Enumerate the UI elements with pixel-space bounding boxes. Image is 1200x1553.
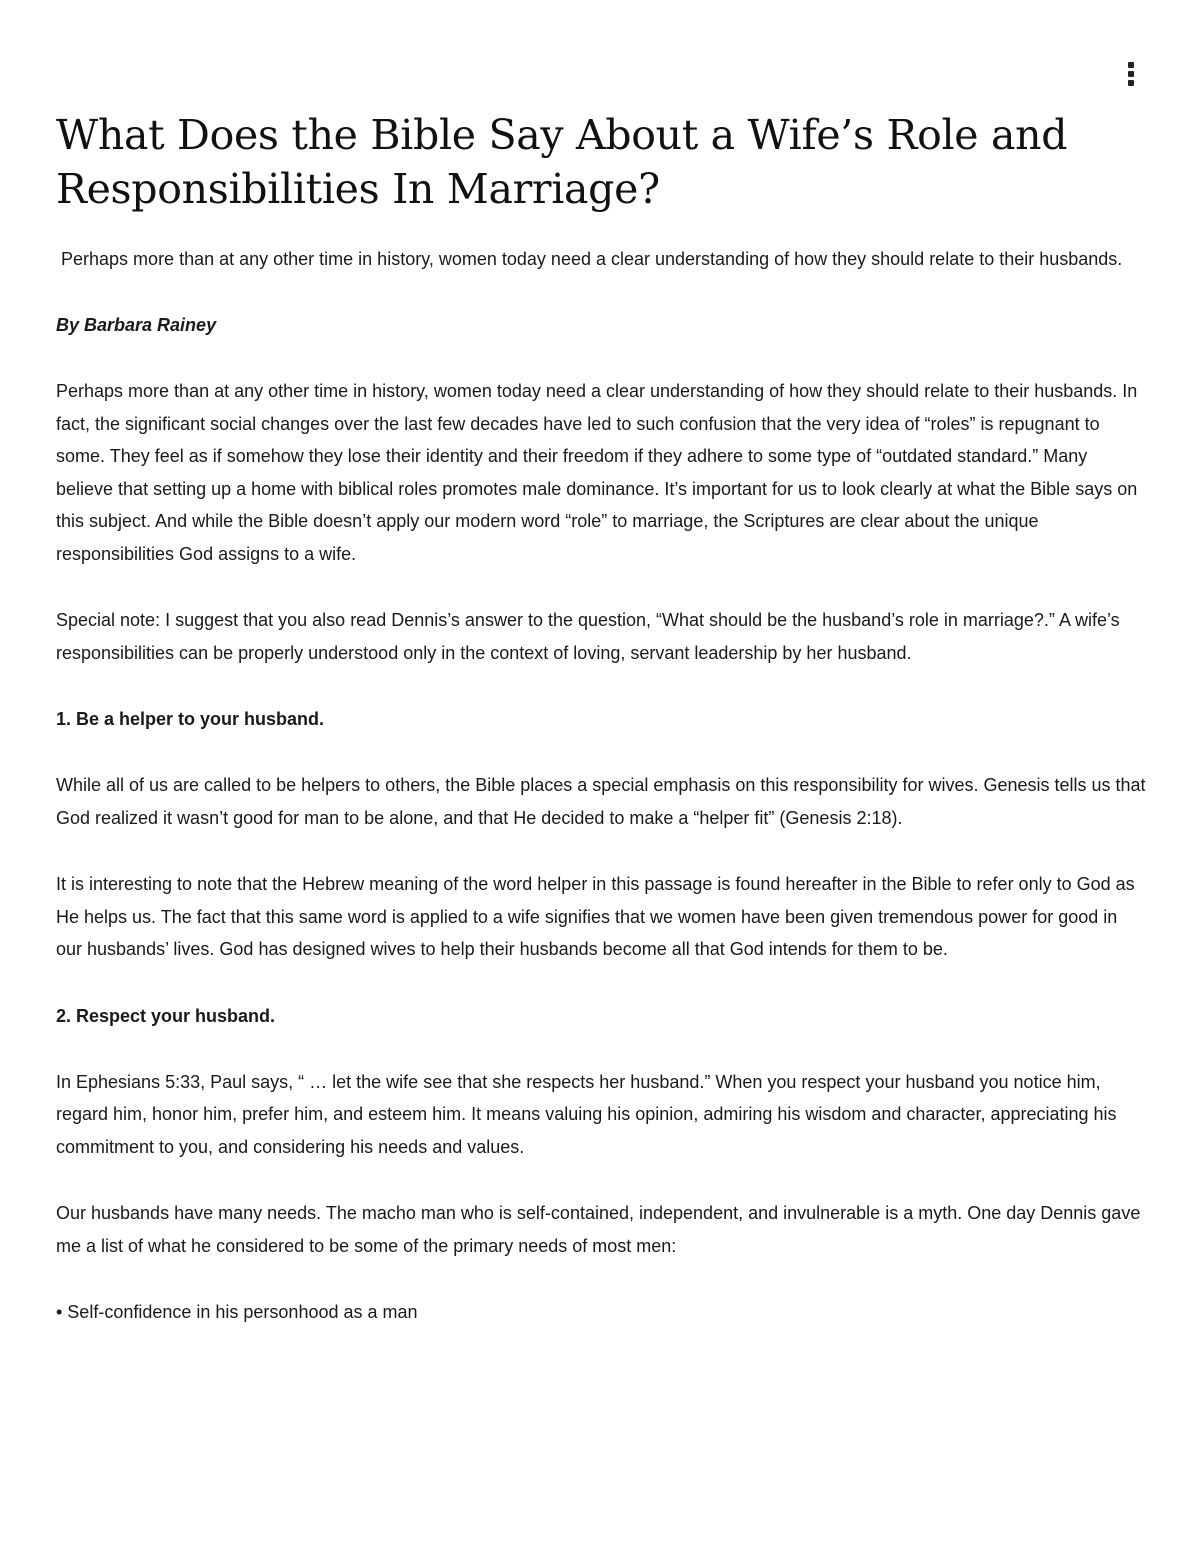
article-byline: By Barbara Rainey bbox=[56, 315, 217, 335]
article-deck-text: Perhaps more than at any other time in history, women today need a clear understanding of how they should relate to their husbands. bbox=[61, 249, 1123, 269]
more-options-button[interactable] bbox=[1125, 62, 1137, 86]
article-title: What Does the Bible Say About a Wife’s Role and Responsibilities In Marriage? bbox=[56, 111, 1068, 213]
section-heading-respect: 2. Respect your husband. bbox=[56, 1005, 276, 1026]
section2-paragraph: Our husbands have many needs. The macho man who is self-contained, independent, and invulnerable is a myth. One day Dennis gave me a list of what he considered to be some of the primary needs of most men: bbox=[56, 1203, 1141, 1256]
section2-paragraph: In Ephesians 5:33, Paul says, “ … let the wife see that she respects her husband.” When you respect your husband you notice him, regard him, honor him, prefer him, and esteem him. It means valuing his opinion, admiring his wisdom and character, appreciating his commitment to you, and considering his needs and values. bbox=[56, 1071, 1117, 1157]
article-deck bbox=[56, 243, 1146, 275]
section-heading-helper: 1. Be a helper to your husband. bbox=[56, 709, 325, 729]
special-note-paragraph: Special note: I suggest that you also read Dennis’s answer to the question, “What should be the husband’s role in marriage?.” A wife’s responsibilities can be properly understood only in the context of loving, servant leadership by her husband. bbox=[56, 610, 1120, 663]
more-vertical-icon bbox=[1128, 80, 1134, 86]
section1-paragraph: It is interesting to note that the Hebrew meaning of the word helper in this passage is found hereafter in the Bible to refer only to God as He helps us. The fact that this same word is applied to a wife signifies that we women have been given tremendous power for good in our husbands’ lives. God has designed wives to help their husbands become all that God intends for them to be. bbox=[56, 874, 1135, 959]
more-vertical-icon bbox=[1128, 71, 1134, 77]
section1-paragraph: While all of us are called to be helpers to others, the Bible places a special emphasis on this responsibility for wives. Genesis tells us that God realized it wasn’t good for man to be alone, and that He decided to make a “helper fit” (Genesis 2:18). bbox=[56, 775, 1146, 828]
needs-list-item: • Self-confidence in his personhood as a man bbox=[56, 1302, 418, 1322]
more-vertical-icon bbox=[1128, 62, 1134, 68]
intro-paragraph: Perhaps more than at any other time in history, women today need a clear understanding of how they should relate to their husbands. In fact, the significant social changes over the last few decades have led to such confusion that the very idea of “roles” is repugnant to some. They feel as if somehow they lose their identity and their freedom if they adhere to some type of “outdated standard.” Many believe that setting up a home with biblical roles promotes male dominance. It’s important for us to look clearly at what the Bible says on this subject. And while the Bible doesn’t apply our modern word “role” to marriage, the Scriptures are clear about the unique responsibilities God assigns to a wife. bbox=[56, 381, 1138, 564]
article bbox=[56, 108, 1146, 1328]
